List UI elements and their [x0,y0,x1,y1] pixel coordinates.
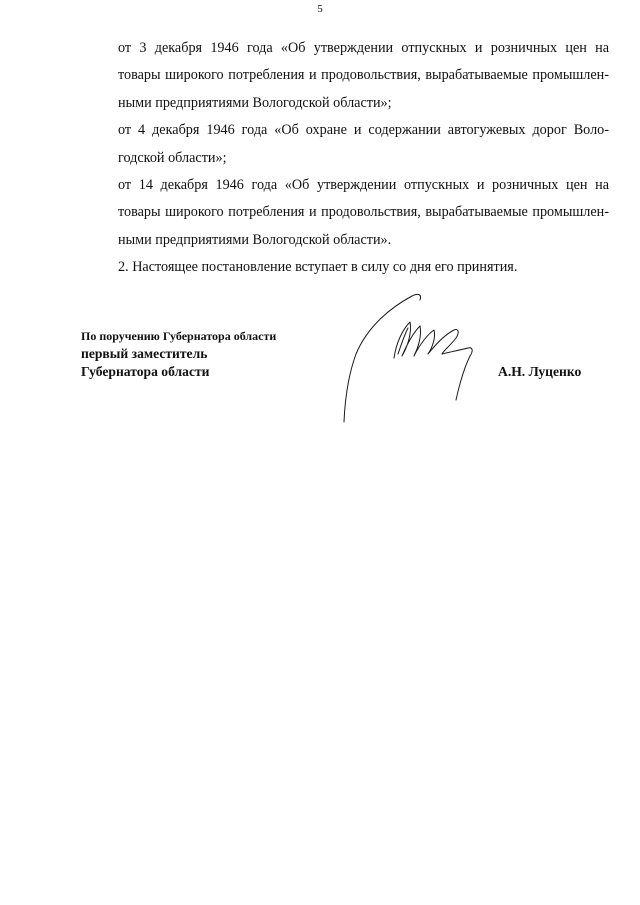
text-line: от 4 декабря 1946 года «Об охране и содержании автогужевых дорог Воло- [118,122,609,139]
text-line: 2. Настоящее постановление вступает в силу со дня его принятия. [118,259,518,276]
signatory-position-continued: Губернатора области [81,363,210,379]
handwritten-signature [336,288,486,428]
text-line: от 3 декабря 1946 года «Об утверждении отпускных и розничных цен на [118,40,609,56]
signatory-authorization: По поручению Губернатора области [81,329,277,343]
signatory-title-block [81,328,276,380]
paragraph-effective-clause [81,254,609,281]
text-line: товары широкого потребления и продовольствия, вырабатываемые промышлен- [118,67,609,84]
text-line: товары широкого потребления и продовольствия, вырабатываемые промышлен- [118,204,609,221]
paragraph-decree-dec-14 [81,172,609,254]
signatory-position: первый заместитель [81,346,208,361]
paragraph-decree-dec-4 [81,117,609,172]
text-line: от 14 декабря 1946 года «Об утверждении отпускных и розничных цен на [118,177,609,194]
text-line: ными предприятиями Вологодской области». [118,231,392,248]
paragraph-decree-dec-3 [81,35,609,117]
text-line: годской области»; [118,149,227,166]
document-body [81,35,609,282]
signatory-name: А.Н. Луценко [498,364,582,379]
text-line: ными предприятиями Вологодской области»; [118,94,392,111]
page-number: 5 [317,3,323,15]
